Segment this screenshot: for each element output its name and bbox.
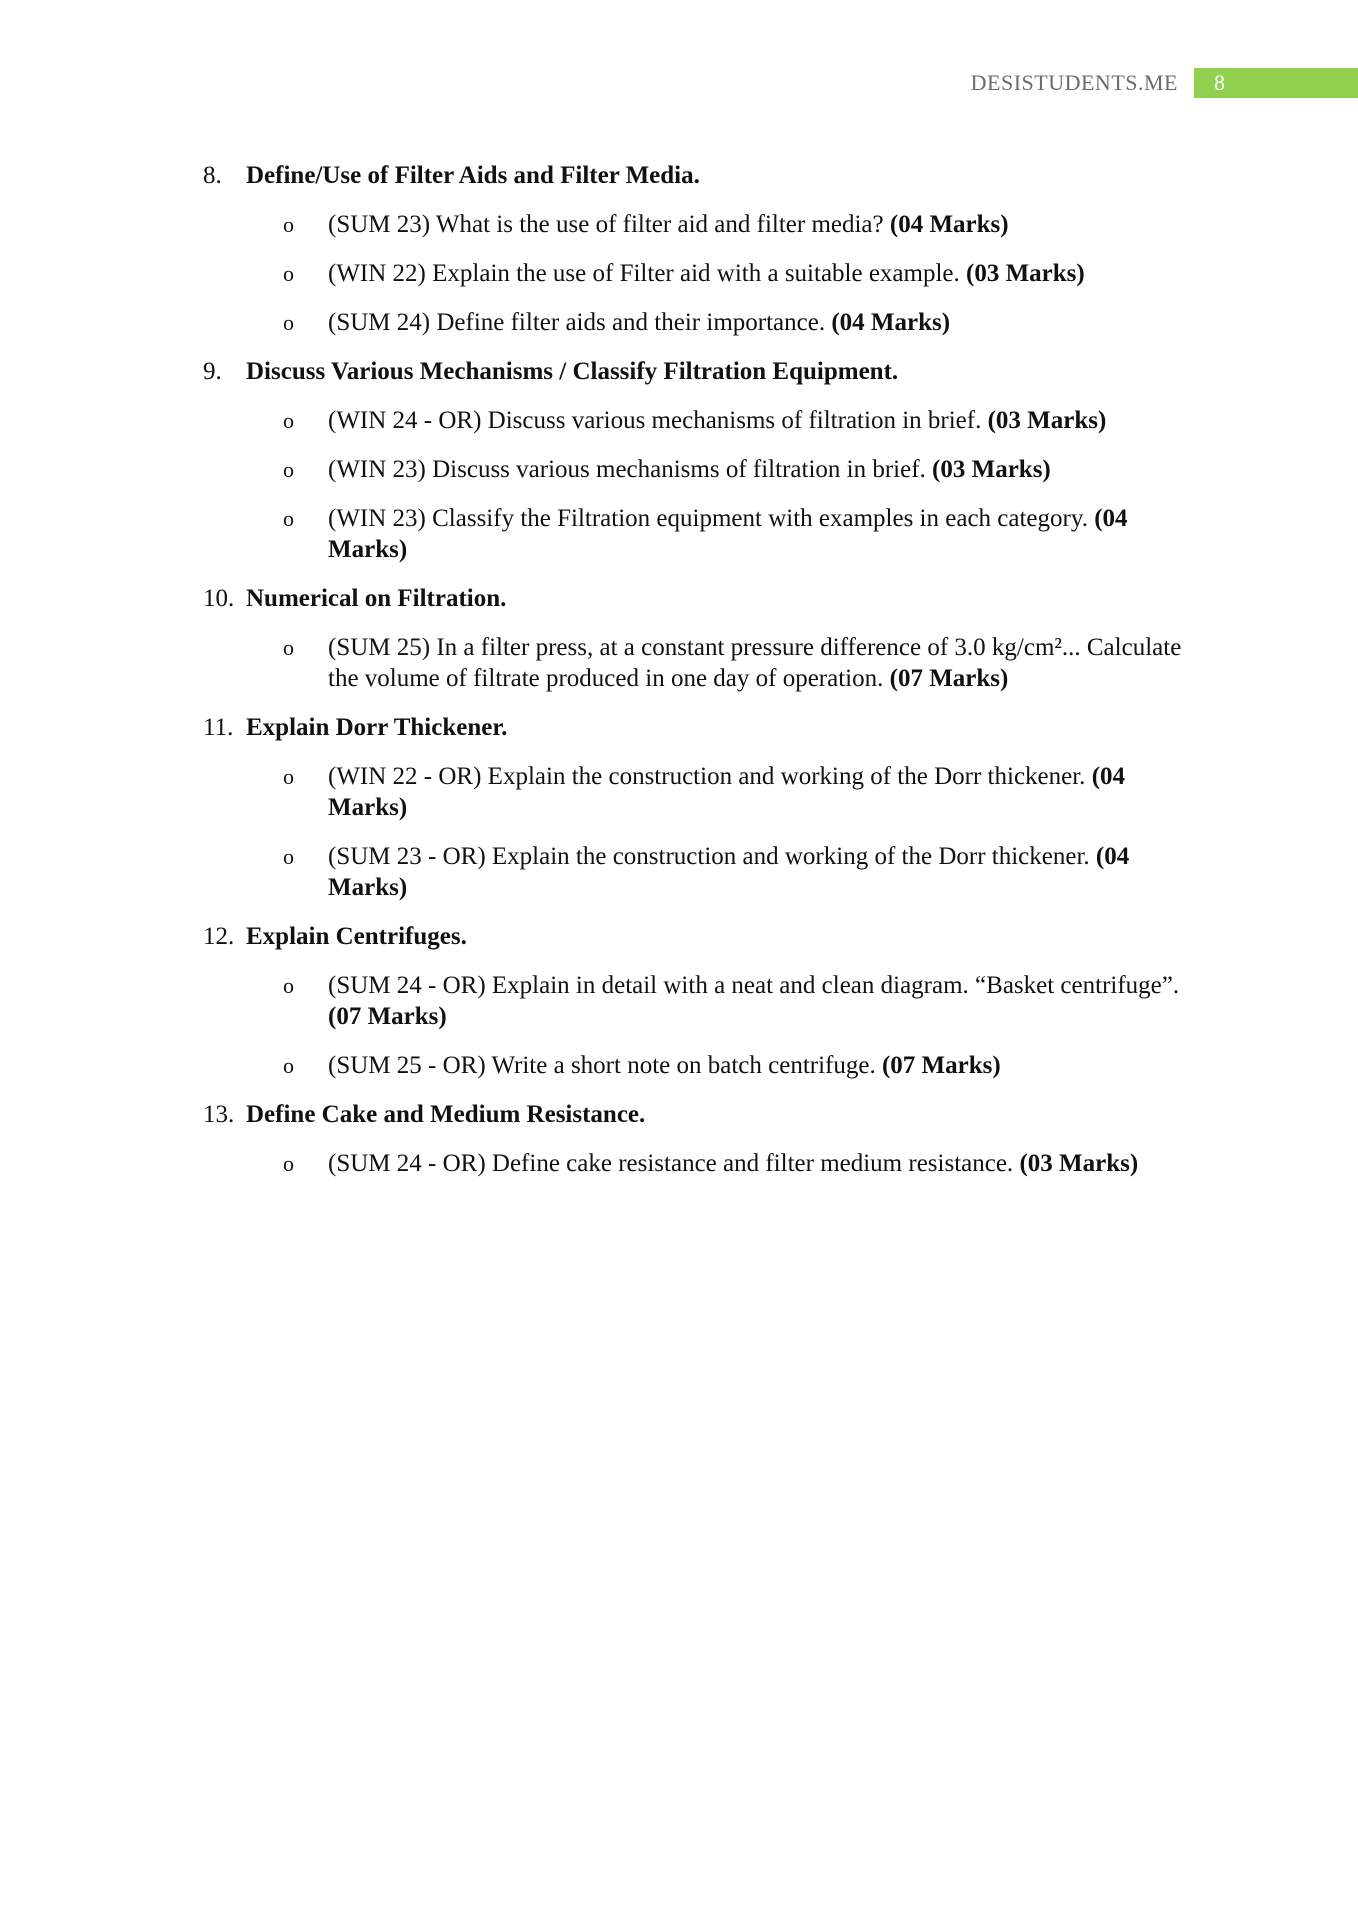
question-marks: (04 Marks) bbox=[831, 309, 951, 336]
section-number: 10. bbox=[203, 585, 235, 612]
question-body bbox=[328, 503, 1198, 565]
section-number: 13. bbox=[203, 1101, 235, 1128]
section bbox=[203, 1099, 1203, 1179]
question-item bbox=[203, 503, 1203, 565]
section-title: Discuss Various Mechanisms / Classify Filtration Equipment. bbox=[246, 358, 899, 385]
question-marks: (03 Marks) bbox=[1019, 1150, 1139, 1177]
question-item bbox=[203, 405, 1203, 436]
question-text: (WIN 22) Explain the use of Filter aid with a suitable example. bbox=[328, 260, 967, 287]
question-item bbox=[203, 209, 1203, 240]
question-body bbox=[328, 454, 1198, 485]
section-title: Define/Use of Filter Aids and Filter Media. bbox=[246, 162, 700, 189]
bullet-icon: o bbox=[283, 1053, 294, 1078]
question-marks: (07 Marks) bbox=[881, 1052, 1001, 1079]
question-text: (SUM 25 - OR) Write a short note on batch centrifuge. bbox=[328, 1052, 882, 1079]
bullet-icon: o bbox=[283, 1151, 294, 1176]
question-marks: (03 Marks) bbox=[932, 456, 1051, 483]
question-body bbox=[328, 405, 1198, 436]
question-item bbox=[203, 258, 1203, 289]
question-marks: (03 Marks) bbox=[987, 407, 1107, 434]
section-heading bbox=[203, 921, 1203, 952]
section-number: 9. bbox=[203, 358, 222, 385]
question-body bbox=[328, 841, 1198, 903]
bullet-icon: o bbox=[283, 457, 294, 482]
section-heading bbox=[203, 583, 1203, 614]
question-body bbox=[328, 1148, 1198, 1179]
section-title: Explain Centrifuges. bbox=[246, 923, 467, 950]
question-text: (SUM 24 - OR) Explain in detail with a neat and clean diagram. “Basket centrifuge”. bbox=[328, 972, 1180, 999]
section-number: 8. bbox=[203, 162, 222, 189]
question-body bbox=[328, 970, 1198, 1032]
bullet-icon: o bbox=[283, 408, 294, 433]
question-marks: (04 Marks) bbox=[328, 763, 1126, 821]
question-item bbox=[203, 307, 1203, 338]
question-body bbox=[328, 761, 1198, 823]
page-number-badge: 8 bbox=[1194, 68, 1358, 98]
question-item bbox=[203, 761, 1203, 823]
question-text: (WIN 23) Discuss various mechanisms of filtration in brief. bbox=[328, 456, 933, 483]
question-item bbox=[203, 454, 1203, 485]
question-text: (SUM 23 - OR) Explain the construction and working of the Dorr thickener. bbox=[328, 843, 1096, 870]
question-body bbox=[328, 1050, 1198, 1081]
question-body bbox=[328, 209, 1198, 240]
section bbox=[203, 921, 1203, 1081]
question-text: (WIN 22 - OR) Explain the construction and working of the Dorr thickener. bbox=[328, 763, 1092, 790]
question-body bbox=[328, 307, 1198, 338]
bullet-icon: o bbox=[283, 310, 294, 335]
site-name: DESISTUDENTS.ME bbox=[970, 70, 1178, 95]
section-heading bbox=[203, 1099, 1203, 1130]
section-number: 11. bbox=[203, 714, 234, 741]
bullet-icon: o bbox=[283, 212, 294, 237]
question-text: (SUM 24) Define filter aids and their importance. bbox=[328, 309, 832, 336]
section bbox=[203, 583, 1203, 694]
question-item bbox=[203, 1148, 1203, 1179]
section-title: Explain Dorr Thickener. bbox=[246, 714, 508, 741]
question-marks: (07 Marks) bbox=[328, 1003, 447, 1030]
section-heading bbox=[203, 356, 1203, 387]
bullet-icon: o bbox=[283, 973, 294, 998]
section bbox=[203, 356, 1203, 565]
question-text: (SUM 25) In a filter press, at a constant pressure difference of 3.0 kg/cm²... Calculate the volume of filtrate produced in one day of operation. bbox=[328, 634, 1182, 692]
question-text: (WIN 23) Classify the Filtration equipment with examples in each category. bbox=[328, 505, 1095, 532]
bullet-icon: o bbox=[283, 506, 294, 531]
question-text: (SUM 24 - OR) Define cake resistance and filter medium resistance. bbox=[328, 1150, 1020, 1177]
bullet-icon: o bbox=[283, 261, 294, 286]
question-text: (SUM 23) What is the use of filter aid and filter media? bbox=[328, 211, 890, 238]
question-marks: (04 Marks) bbox=[328, 843, 1130, 901]
question-marks: (04 Marks) bbox=[328, 505, 1128, 563]
question-item bbox=[203, 1050, 1203, 1081]
question-marks: (04 Marks) bbox=[889, 211, 1009, 238]
question-body bbox=[328, 258, 1198, 289]
question-item bbox=[203, 970, 1203, 1032]
section-heading bbox=[203, 160, 1203, 191]
question-body bbox=[328, 632, 1198, 694]
section-heading bbox=[203, 712, 1203, 743]
question-item bbox=[203, 841, 1203, 903]
question-text: (WIN 24 - OR) Discuss various mechanisms of filtration in brief. bbox=[328, 407, 988, 434]
section bbox=[203, 160, 1203, 338]
section bbox=[203, 712, 1203, 903]
question-marks: (03 Marks) bbox=[966, 260, 1085, 287]
section-title: Define Cake and Medium Resistance. bbox=[246, 1101, 646, 1128]
section-title: Numerical on Filtration. bbox=[246, 585, 507, 612]
question-item bbox=[203, 632, 1203, 694]
section-number: 12. bbox=[203, 923, 235, 950]
bullet-icon: o bbox=[283, 635, 294, 660]
page-header bbox=[971, 68, 1358, 98]
question-list bbox=[203, 160, 1203, 1197]
question-marks: (07 Marks) bbox=[889, 665, 1009, 692]
bullet-icon: o bbox=[283, 764, 294, 789]
bullet-icon: o bbox=[283, 844, 294, 869]
